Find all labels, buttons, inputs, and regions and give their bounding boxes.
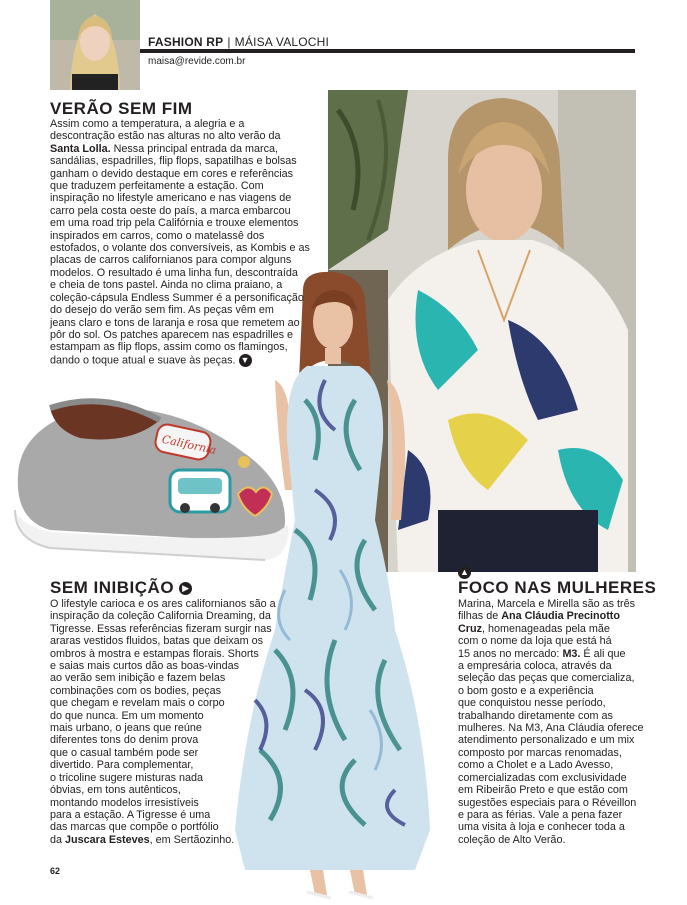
arrow-down-icon: ▼	[239, 354, 252, 367]
article3-text: É ali que a empresária coloca, através da seleção das peças que comercializa, o bom gosto e a experiência que conquistou nesse período, trabalhando diretamente com as mulheres. Na M3, Ana Cláudia oferece atendimento personalizado e um mix composto por marcas renomadas, como a Cholet e a Lado Avesso, comercializadas com exclusividade em Ribeirão Preto e que estão com sugestões especiais para o Réveillon e para as férias. Vale a pena fazer uma visita à loja e conhecer toda a coleção de Alto Verão.	[458, 647, 644, 846]
arrow-up-icon: ▲	[458, 566, 471, 579]
article1-body	[50, 118, 325, 367]
article1-text: Nessa principal entrada da marca, sandálias, espadrilles, flip flops, sapatilhas e bolsas ganham o devido destaque em cores e referências que traduzem perfeitamente a estação. Com inspiração no lifestyle americano e nas viagens de carro pela costa oeste do país, a marca embarcou em uma road trip pela Califórnia e trouxe elementos inspirados em carros, como o matelassê dos estofados, o volante dos conversíveis, as Kombis e as placas de carros californianos para compor alguns modelos. O resultado é uma linha fun, descontraída e cheia de tons pastel. Ainda no clima praiano, a coleção-cápsula Endless Summer é a personificação do desejo do verão sem fim. As peças vêm em jeans claro e tons de laranja e rosa que remetem ao pôr do sol. Os patches aparecem nas espadrilles e estampam as flip flops, assim como os flamingos, dando o toque atual e suave às peças.	[50, 142, 310, 367]
article3-title: FOCO NAS MULHERES	[458, 578, 657, 597]
article1-brand: Santa Lolla.	[50, 142, 111, 155]
article3-body	[458, 598, 658, 846]
article2-title: SEM INIBIÇÃO	[50, 578, 175, 597]
author-email[interactable]: maisa@revide.com.br	[148, 56, 246, 67]
header-rule	[140, 49, 635, 53]
column-title	[148, 36, 329, 49]
arrow-right-icon: ▶	[179, 582, 192, 595]
author-name: MÁISA VALOCHI	[234, 35, 330, 49]
article3-owner-name: Ana Cláudia Precinotto Cruz	[458, 610, 621, 635]
shoe-patch-text: California	[160, 432, 218, 457]
article1-intro: Assim como a temperatura, a alegria e a descontração estão nas alturas no alto verão da	[50, 118, 281, 143]
title-separator: |	[227, 35, 231, 49]
article1-title: VERÃO SEM FIM	[50, 99, 193, 118]
article2-body	[50, 598, 300, 846]
article2-end: , em Sertãozinho.	[149, 833, 235, 846]
page-number: 62	[50, 866, 61, 876]
section-name: FASHION RP	[148, 35, 224, 49]
article2-title-row	[50, 578, 192, 597]
author-portrait	[50, 0, 140, 90]
article3-mid: , homenageadas pela mãe com o nome da loja que está há 15 anos no mercado:	[458, 622, 612, 660]
article2-text: O lifestyle carioca e os ares californianos são a inspiração da coleção California Dreaming, da Tigresse. Essas referências fizeram surgir nas araras vestidos fluidos, batas que deixam os ombros à mostra e estampas florais. Shorts e saias mais curtos dão as boas-vindas ao verão sem inibição e fazem belas combinações com os bodies, peças que chegam e revelam mais o corpo do que nunca. Em um momento mais urbano, o jeans que reúne diferentes tons do denim prova que o casual também pode ser divertido. Para complementar, o tricoline sugere misturas nada óbvias, em tons autênticos, montando modelos irresistíveis para a estação. A Tigresse é uma das marcas que compõe o portfólio da	[50, 598, 276, 846]
article3-store-name: M3.	[562, 647, 581, 660]
article3-intro: Marina, Marcela e Mirella são as três filhas de	[458, 598, 636, 623]
article2-store-name: Juscara Esteves	[65, 833, 150, 846]
